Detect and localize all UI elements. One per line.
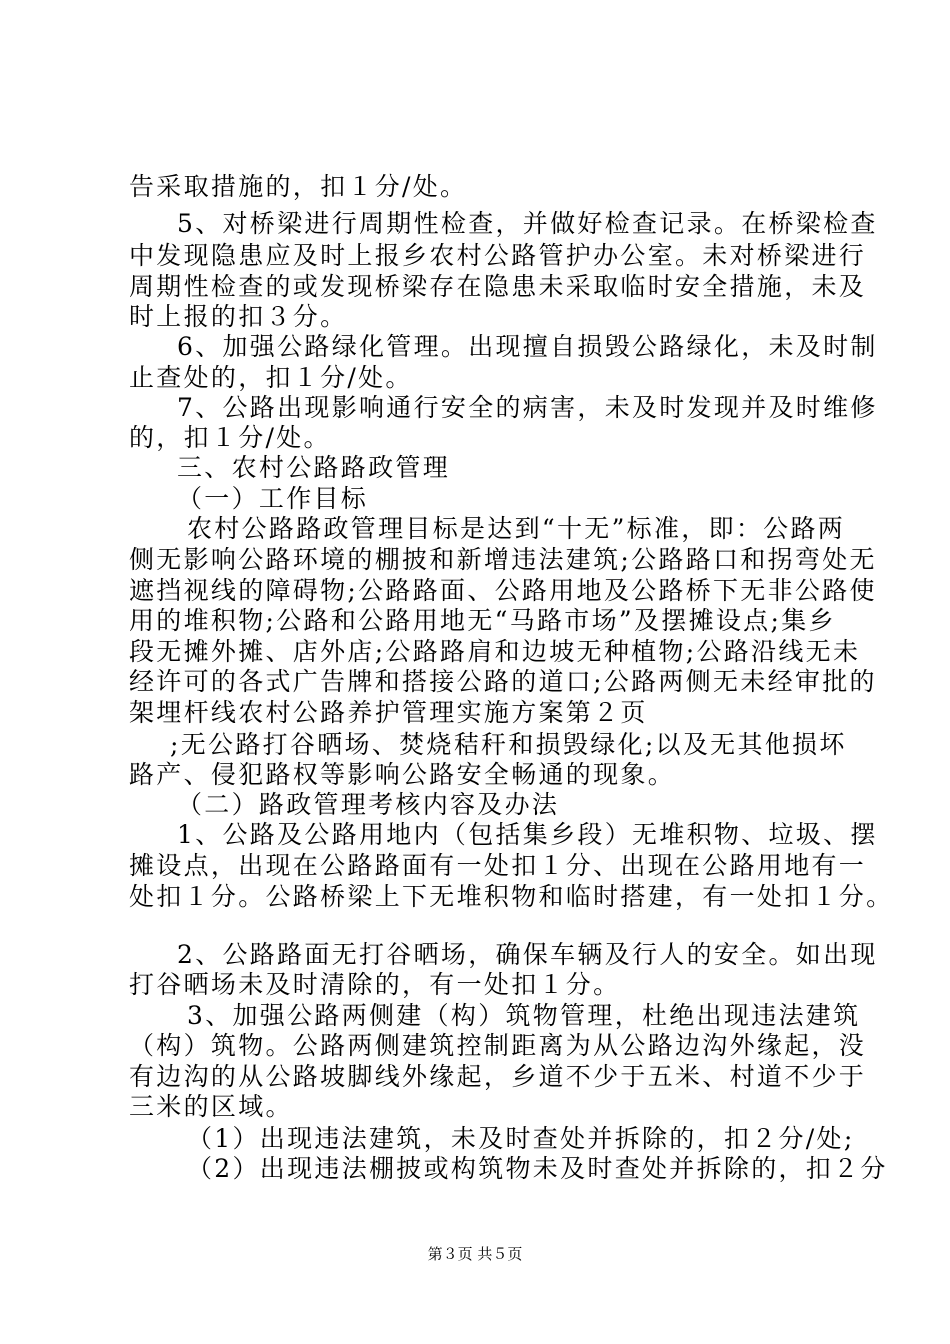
text-line: （构）筑物。公路两侧建筑控制距离为从公路边沟外缘起，没 xyxy=(129,1031,867,1060)
text-line: 6、加强公路绿化管理。出现擅自损毁公路绿化，未及时制 xyxy=(177,332,878,361)
text-line: 时上报的扣３分。 xyxy=(129,302,348,331)
text-line: 经许可的各式广告牌和搭接公路的道口;公路两侧无未经审批的 xyxy=(129,667,877,696)
text-line: 告采取措施的，扣１分/处。 xyxy=(129,172,468,201)
text-line: 处扣１分。公路桥梁上下无堆积物和临时搭建，有一处扣１分。 xyxy=(129,882,894,911)
text-line: 周期性检查的或发现桥梁存在隐患未采取临时安全措施，未及 xyxy=(129,272,867,301)
text-line: 7、公路出现影响通行安全的病害，未及时发现并及时维修 xyxy=(177,393,878,422)
text-line: 段无摊外摊、店外店;公路路肩和边坡无种植物;公路沿线无未 xyxy=(129,637,861,666)
text-line: 1、公路及公路用地内（包括集乡段）无堆积物、垃圾、摆 xyxy=(177,820,878,849)
text-line: 侧无影响公路环境的棚披和新增违法建筑;公路路口和拐弯处无 xyxy=(129,545,877,574)
text-line: （1）出现违法建筑，未及时查处并拆除的，扣２分/处; xyxy=(187,1124,855,1153)
text-line: 打谷晒场未及时清除的，有一处扣１分。 xyxy=(129,970,621,999)
page-footer: 第３页 共５页 xyxy=(427,1245,523,1263)
subsection-heading: （二）路政管理考核内容及办法 xyxy=(177,790,560,819)
text-line: 3、加强公路两侧建（构）筑物管理，杜绝出现违法建筑 xyxy=(187,1001,861,1030)
text-line: 5、对桥梁进行周期性检查，并做好检查记录。在桥梁检查 xyxy=(177,209,878,238)
text-line: 有边沟的从公路坡脚线外缘起，乡道不少于五米、村道不少于 xyxy=(129,1062,867,1091)
text-line: 中发现隐患应及时上报乡农村公路管护办公室。未对桥梁进行 xyxy=(129,241,867,270)
text-line: 遮挡视线的障碍物;公路路面、公路用地及公路桥下无非公路使 xyxy=(129,576,877,605)
text-line: （2）出现违法棚披或构筑物未及时查处并拆除的，扣２分 xyxy=(187,1154,888,1183)
text-line: 摊设点，出现在公路路面有一处扣１分、出现在公路用地有一 xyxy=(129,851,867,880)
text-line: 2、公路路面无打谷晒场，确保车辆及行人的安全。如出现 xyxy=(177,940,878,969)
subsection-heading: （一）工作目标 xyxy=(177,484,369,513)
text-line: 架埋杆线农村公路养护管理实施方案第２页 xyxy=(129,698,648,727)
text-line: 三米的区域。 xyxy=(129,1092,293,1121)
text-line: 止查处的，扣１分/处。 xyxy=(129,363,413,392)
section-heading: 三、农村公路路政管理 xyxy=(177,453,451,482)
text-line: 用的堆积物;公路和公路用地无“马路市场”及摆摊设点;集乡 xyxy=(129,606,836,635)
text-line: ;无公路打谷晒场、焚烧秸秆和损毁绿化;以及无其他损坏 xyxy=(170,730,847,759)
text-line: 的，扣１分/处。 xyxy=(129,423,331,452)
text-line: 路产、侵犯路权等影响公路安全畅通的现象。 xyxy=(129,760,676,789)
text-line: 农村公路路政管理目标是达到“十无”标准，即：公路两 xyxy=(187,514,846,543)
